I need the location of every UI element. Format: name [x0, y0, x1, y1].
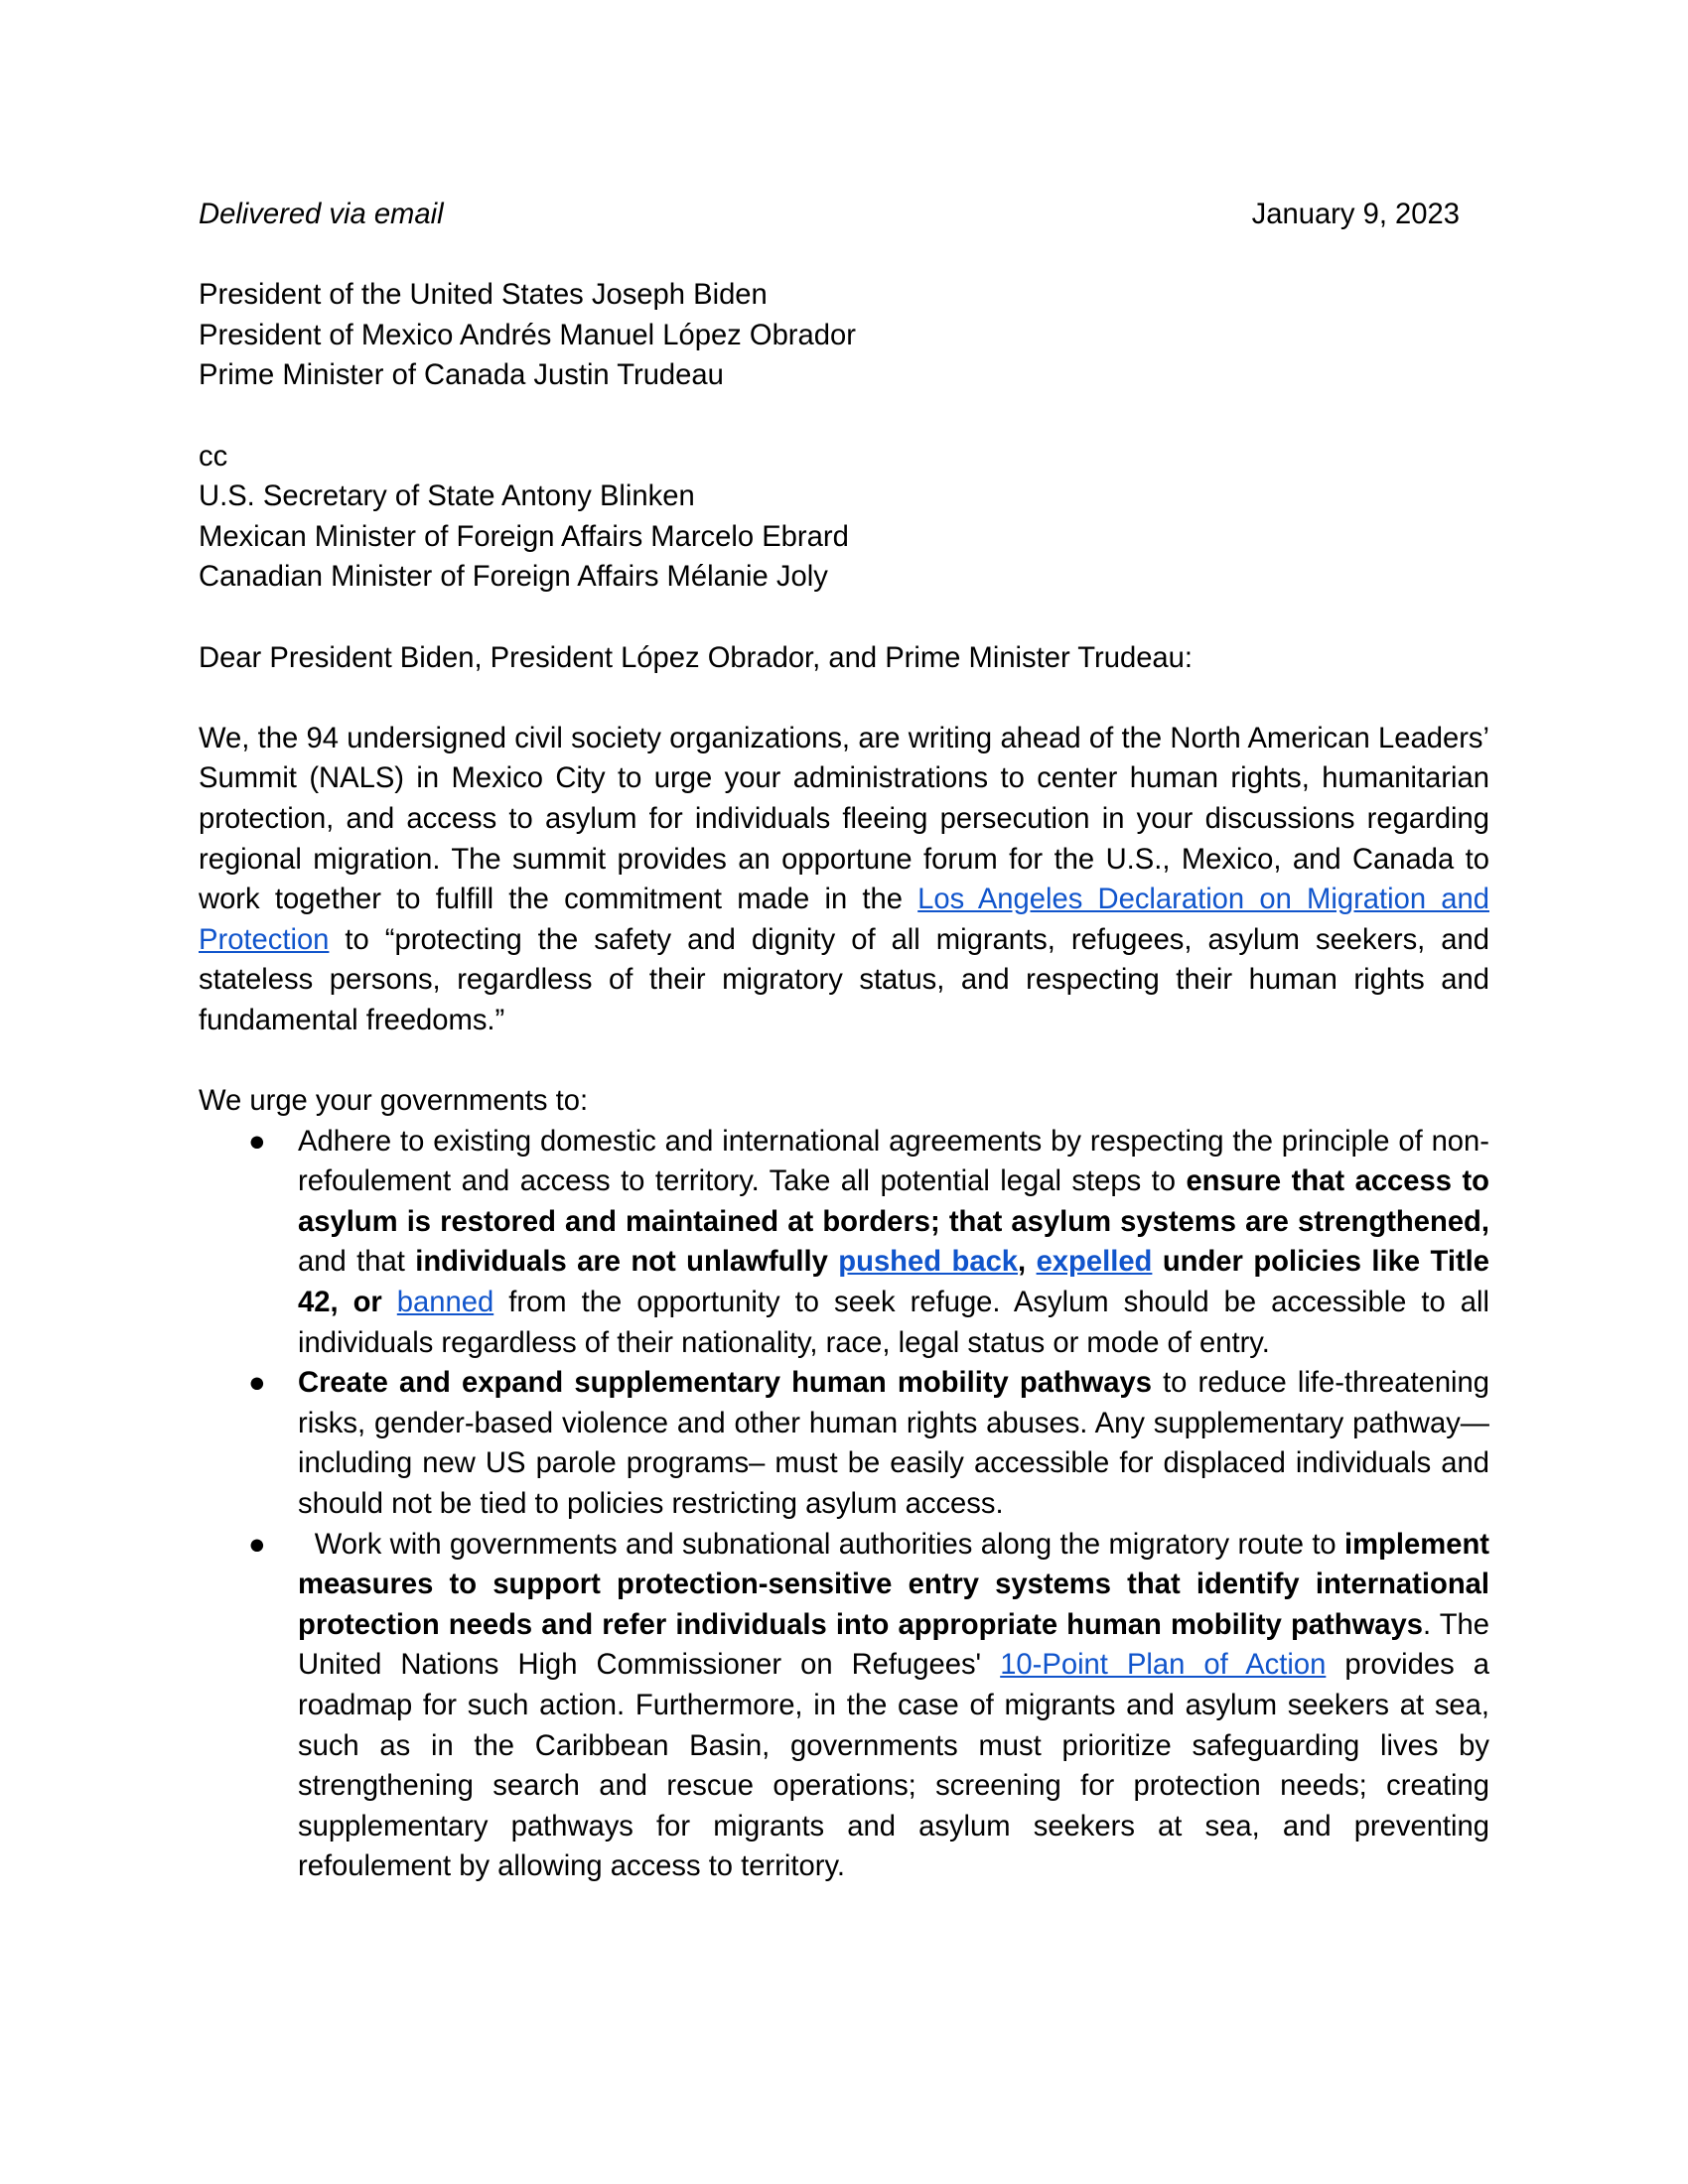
bullet-icon: ● — [248, 1125, 266, 1158]
list-item — [199, 1363, 1489, 1524]
bullet-icon: ● — [248, 1367, 266, 1400]
list-item — [199, 1122, 1489, 1364]
recommendations-list — [199, 1122, 1498, 1887]
banned-link[interactable]: banned — [396, 1287, 494, 1319]
recipients-block — [199, 275, 1489, 396]
cc-label: cc — [199, 440, 228, 473]
bullet-text: Adhere to existing domestic and international agreements by respecting the principle of non-refoulement and access to territory. Take all potential legal steps to ensure that access to asylum is restored and maintained at borders; that asylum systems are strengthened, and that individuals are not unlawfully pushed back, expelled under policies like Title 42, or banned from the opportunity to seek refuge. Asylum should be accessible to all individuals regardless of their nationality, race, legal status or mode of entry. — [298, 1125, 1490, 1359]
letter-header — [199, 195, 1460, 235]
cc-line: Mexican Minister of Foreign Affairs Marcelo Ebrard — [199, 520, 849, 553]
letter-page — [199, 195, 1498, 1887]
recipient-line: President of the United States Joseph Biden — [199, 279, 768, 312]
cc-line: U.S. Secretary of State Antony Blinken — [199, 480, 695, 513]
bullet-text: Create and expand supplementary human mobility pathways to reduce life-threatening risks, gender-based violence and other human rights abuses. Any supplementary pathway—including new US parole programs– must be easily accessible for displaced individuals and should not be tied to policies restricting asylum access. — [298, 1367, 1490, 1520]
intro-paragraph — [199, 719, 1489, 1041]
list-item — [199, 1525, 1498, 1887]
salutation: Dear President Biden, President López Obrador, and Prime Minister Trudeau: — [199, 641, 1194, 674]
bullet-icon: ● — [248, 1528, 266, 1561]
intro-text: to “protecting the safety and dignity of all migrants, refugees, asylum seekers, and stateless persons, regardless of their migratory status, and respecting their human rights and fundamental freedoms.” — [199, 923, 1489, 1036]
ten-point-plan-link[interactable]: 10-Point Plan of Action — [1000, 1649, 1327, 1682]
recipient-line: Prime Minister of Canada Justin Trudeau — [199, 359, 724, 392]
cc-block — [199, 437, 1489, 598]
urge-heading: We urge your governments to: — [199, 1085, 589, 1118]
delivery-note: Delivered via email — [199, 199, 444, 230]
bullet-text: Work with governments and subnational authorities along the migratory route to implement measures to support protection-sensitive entry systems that identify international protection needs and refer individuals into appropriate human mobility pathways. The United Nations High Commissioner on Refugees' 10-Point Plan of Action provides a roadmap for such action. Furthermore, in the case of migrants and asylum seekers at sea, such as in the Caribbean Basin, governments must prioritize safeguarding lives by strengthening search and rescue operations; screening for protection needs; creating supplementary pathways for migrants and asylum seekers at sea, and preventing refoulement by allowing access to territory. — [298, 1528, 1498, 1883]
la-declaration-link[interactable]: Los Angeles Declaration on Migration and Protection — [199, 884, 1489, 956]
expelled-link[interactable]: expelled — [1036, 1246, 1153, 1279]
pushed-back-link[interactable]: pushed back — [838, 1246, 1019, 1279]
letter-date: January 9, 2023 — [1251, 199, 1460, 230]
cc-line: Canadian Minister of Foreign Affairs Mélanie Joly — [199, 561, 828, 594]
recipient-line: President of Mexico Andrés Manuel López Obrador — [199, 319, 856, 351]
intro-text: We, the 94 undersigned civil society organizations, are writing ahead of the North American Leaders’ Summit (NALS) in Mexico City to urge your administrations to center human rights, humanitarian protection, and access to asylum for individuals fleeing persecution in your discussions regarding regional migration. The summit provides an opportune forum for the U.S., Mexico, and Canada to work together to fulfill the commitment made in the — [199, 722, 1489, 916]
